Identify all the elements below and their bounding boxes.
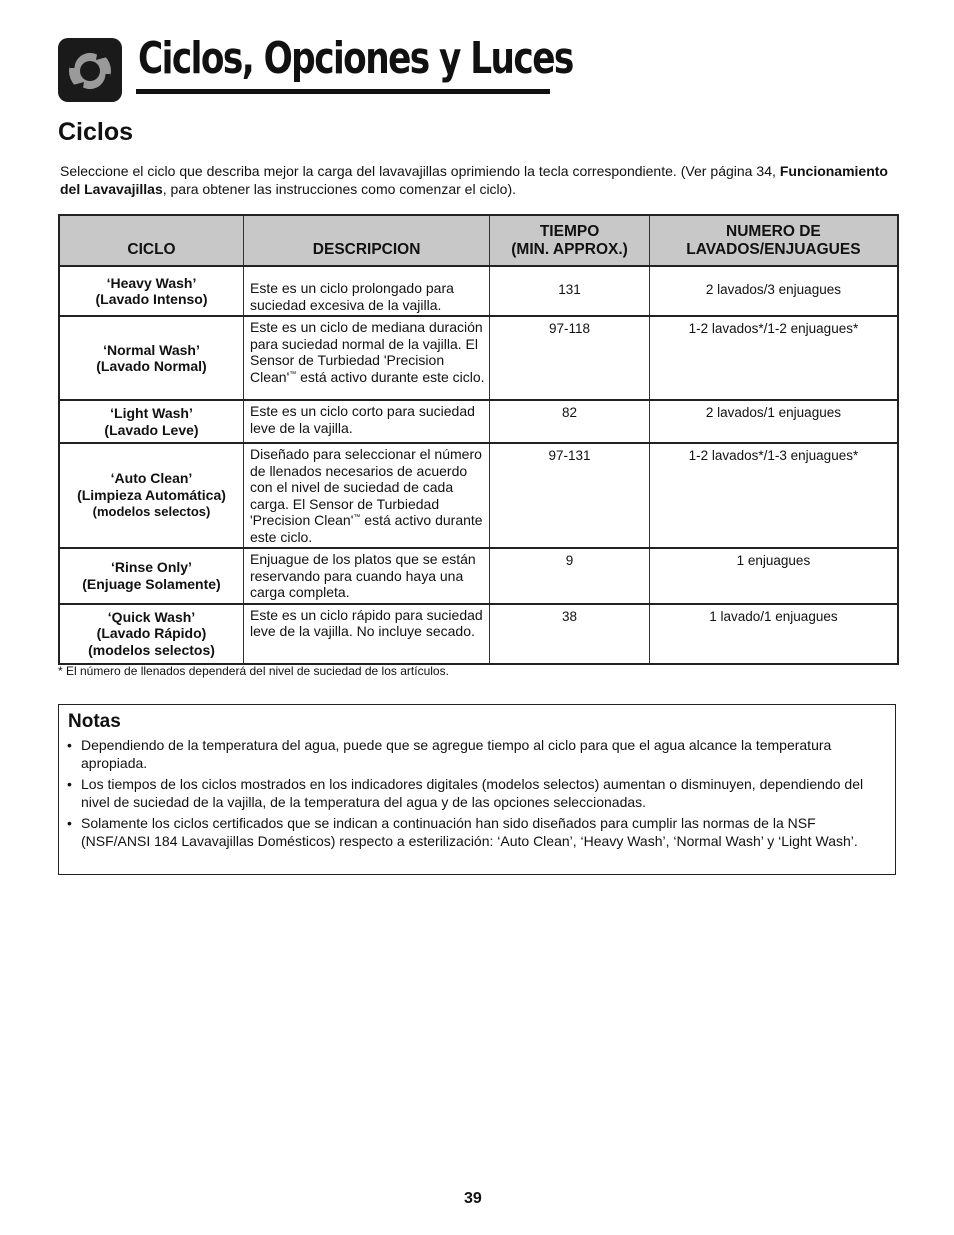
cycle-washes: 1-2 lavados*/1-3 enjuagues* — [649, 443, 898, 548]
cycle-description: Diseñado para seleccionar el número de llenados necesarios de acuerdo con el nivel de suciedad de cada carga. El Sensor de Turbiedad 'Precision Clean'™ está activo durante este ciclo. — [243, 443, 489, 548]
cycle-description: Enjuague de los platos que se están reservando para cuando haya una carga completa. — [243, 548, 489, 604]
cycle-washes: 2 lavados/3 enjuagues — [649, 266, 898, 316]
cycle-name: ‘Auto Clean’ (Limpieza Automática) (modelos selectos) — [59, 443, 243, 548]
list-item: • Los tiempos de los ciclos mostrados en los indicadores digitales (modelos selectos) aumentan o disminuyen, dependiendo del nivel de suciedad de la vajilla, de la temperatura del agua y de las opciones seleccionadas. — [67, 776, 864, 810]
cycle-name: ‘Quick Wash’ (Lavado Rápido) (modelos selectos) — [59, 604, 243, 664]
cycle-arrows-icon — [58, 38, 122, 102]
header-cycle: CICLO — [59, 215, 243, 266]
table-row — [59, 443, 898, 548]
list-item: • Dependiendo de la temperatura del agua, puede que se agregue tiempo al ciclo para que el agua alcance la temperatura apropiada. — [67, 737, 832, 771]
cycles-table — [58, 214, 899, 665]
header-description: DESCRIPCION — [243, 215, 489, 266]
cycle-time: 131 — [490, 266, 650, 316]
cycle-description: Este es un ciclo de mediana duración para suciedad normal de la vajilla. El Sensor de Turbiedad 'Precision Clean'™ está activo durante este ciclo. — [243, 316, 489, 400]
header-time: TIEMPO (MIN. APPROX.) — [490, 215, 650, 266]
cycle-name: ‘Normal Wash’ (Lavado Normal) — [59, 316, 243, 400]
cycle-time: 97-131 — [490, 443, 650, 548]
intro-text-start: Seleccione el ciclo que describa mejor la carga del lavavajillas oprimiendo la tecla correspondiente. (Ver página 34, — [60, 163, 780, 179]
cycle-washes: 1 enjuagues — [649, 548, 898, 604]
cycle-description: Este es un ciclo corto para suciedad leve de la vajilla. — [243, 400, 489, 443]
cycle-washes: 1-2 lavados*/1-2 enjuagues* — [649, 316, 898, 400]
cycle-description: Este es un ciclo rápido para suciedad leve de la vajilla. No incluye secado. — [243, 604, 489, 664]
notes-title: Notas — [68, 711, 121, 732]
section-heading: Ciclos — [58, 118, 134, 146]
cycle-time: 9 — [490, 548, 650, 604]
table-row — [59, 604, 898, 664]
cycle-time: 82 — [490, 400, 650, 443]
cycle-time: 97-118 — [490, 316, 650, 400]
cycle-name: ‘Rinse Only’ (Enjuage Solamente) — [59, 548, 243, 604]
page-title: Ciclos, Opciones y Luces — [138, 33, 573, 84]
bullet-icon: • — [67, 737, 72, 753]
title-underline — [136, 89, 550, 94]
table-row — [59, 266, 898, 316]
header-washes: NUMERO DE LAVADOS/ENJUAGUES — [649, 215, 898, 266]
table-row — [59, 548, 898, 604]
cycle-washes: 2 lavados/1 enjuagues — [649, 400, 898, 443]
cycle-washes: 1 lavado/1 enjuagues — [649, 604, 898, 664]
notes-list — [67, 737, 885, 854]
bullet-icon: • — [67, 776, 72, 792]
table-header-row — [59, 215, 898, 266]
cycle-name: ‘Heavy Wash’ (Lavado Intenso) — [59, 266, 243, 316]
table-row — [59, 316, 898, 400]
page-number: 39 — [464, 1190, 482, 1207]
list-item: • Solamente los ciclos certificados que se indican a continuación han sido diseñados para cumplir las normas de la NSF (NSF/ANSI 184 Lavavajillas Domésticos) respecto a esterilización: ‘Auto Clean’, ‘Heavy Wash’, ‘Normal Wash’ y ‘Light Wash’. — [67, 815, 858, 849]
table-footnote: * El número de llenados dependerá del nivel de suciedad de los artículos. — [58, 664, 449, 678]
bullet-icon: • — [67, 815, 72, 831]
intro-text-end: , para obtener las instrucciones como comenzar el ciclo). — [162, 181, 517, 197]
intro-paragraph — [60, 162, 888, 198]
table-row — [59, 400, 898, 443]
cycle-description: Este es un ciclo prolongado para suciedad excesiva de la vajilla. — [243, 266, 489, 316]
cycle-time: 38 — [490, 604, 650, 664]
notes-box — [58, 704, 896, 875]
cycle-name: ‘Light Wash’ (Lavado Leve) — [59, 400, 243, 443]
intro-bold-reference: Funcionamiento del Lavavajillas — [60, 163, 888, 197]
